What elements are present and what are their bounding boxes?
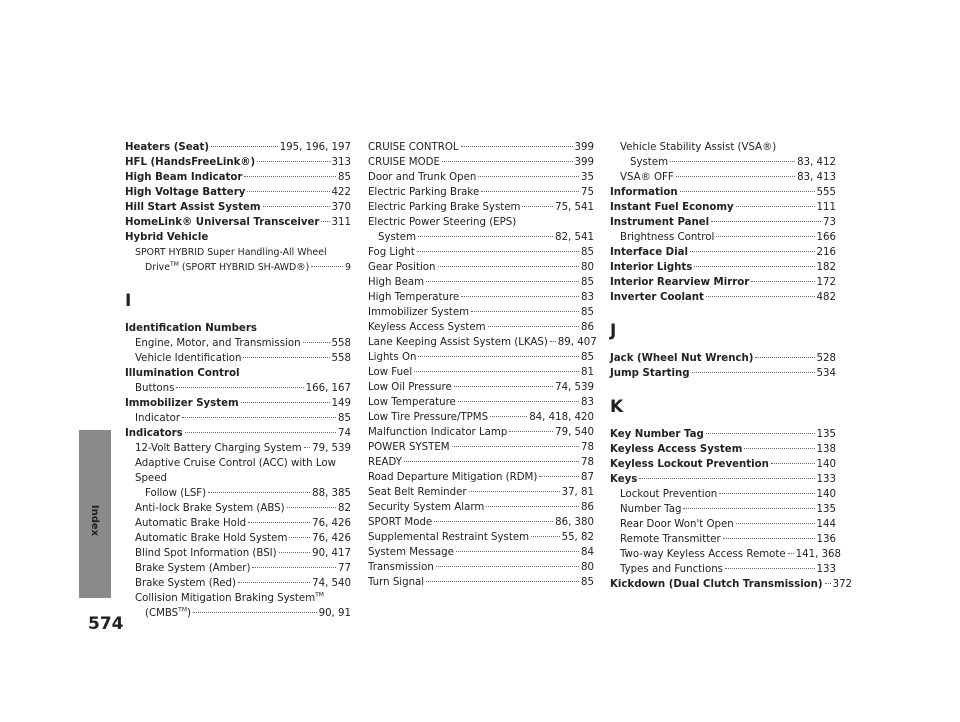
index-column-2 [368,140,597,590]
index-subentry: Door and Trunk Open 35 [368,172,594,183]
index-subentry: High Temperature 83 [368,292,594,303]
index-subentry: Types and Functions 133 [620,564,836,575]
index-entry: Immobilizer System 149 [125,398,351,409]
index-entry: Hill Start Assist System 370 [125,202,351,213]
index-entry: HFL (HandsFreeLink®) 313 [125,157,351,168]
index-column-1 [125,140,351,621]
index-entry: Key Number Tag 135 [610,429,836,440]
index-entry: Interface Dial 216 [610,247,836,258]
index-subentry: VSA® OFF 83, 413 [620,172,836,183]
index-entry: Keyless Lockout Prevention 140 [610,459,836,470]
index-entry: Illumination Control [125,368,240,379]
index-subentry: Low Oil Pressure 74, 539 [368,382,594,393]
index-subentry: Vehicle Stability Assist (VSA®) [620,142,777,153]
index-subentry: Low Tire Pressure/TPMS 84, 418, 420 [368,412,594,423]
index-subentry: Engine, Motor, and Transmission 558 [135,338,351,349]
index-subentry: Keyless Access System 86 [368,322,594,333]
index-entry: Indicators 74 [125,428,351,439]
index-subentry: Follow (LSF) 88, 385 [145,488,351,499]
index-subentry: High Beam 85 [368,277,594,288]
index-subentry: Electric Parking Brake 75 [368,187,594,198]
index-entry: HomeLink® Universal Transceiver 311 [125,217,351,228]
index-subentry: Collision Mitigation Braking System™ [135,591,324,604]
index-entry: Interior Rearview Mirror 172 [610,277,836,288]
index-subentry: Road Departure Mitigation (RDM) 87 [368,472,594,483]
index-side-tab-label: Index [89,504,101,536]
index-subentry: 12-Volt Battery Charging System 79, 539 [135,443,351,454]
index-entry: Jump Starting 534 [610,368,836,379]
index-subentry: Brake System (Amber) 77 [135,563,351,574]
index-subentry: Buttons 166, 167 [135,383,351,394]
index-subentry: System 83, 412 [630,157,836,168]
index-subentry: POWER SYSTEM 78 [368,442,594,453]
index-subentry: SPORT Mode 86, 380 [368,517,594,528]
index-subentry: READY 78 [368,457,594,468]
index-entry: Instrument Panel 73 [610,217,836,228]
index-subentry: Electric Parking Brake System 75, 541 [368,202,594,213]
index-subentry: Brightness Control 166 [620,232,836,243]
index-subentry: Fog Light 85 [368,247,594,258]
index-entry: Inverter Coolant 482 [610,292,836,303]
index-entry: Hybrid Vehicle [125,232,209,243]
section-letter-k: K [610,397,624,417]
index-subentry: Malfunction Indicator Lamp 79, 540 [368,427,594,438]
index-subentry: Transmission 80 [368,562,594,573]
index-subentry: System Message 84 [368,547,594,558]
index-subentry: Drive™ (SPORT HYBRID SH-AWD®) 9 [145,260,351,273]
index-entry: High Voltage Battery 422 [125,187,351,198]
index-subentry: Remote Transmitter 136 [620,534,836,545]
index-subentry: CRUISE MODE 399 [368,157,594,168]
index-subentry: Electric Power Steering (EPS) [368,217,517,228]
index-entry: Kickdown (Dual Clutch Transmission) 372 [610,579,853,590]
index-entry: Jack (Wheel Nut Wrench) 528 [610,353,836,364]
index-subentry: System 82, 541 [378,232,594,243]
index-subentry: Low Temperature 83 [368,397,594,408]
index-subentry: Turn Signal 85 [368,577,594,588]
index-subentry: SPORT HYBRID Super Handling-All Wheel [135,247,327,258]
index-subentry: Adaptive Cruise Control (ACC) with Low Speed [135,458,336,484]
index-subentry: Lockout Prevention 140 [620,489,836,500]
index-subentry: Rear Door Won't Open 144 [620,519,836,530]
index-subentry: Automatic Brake Hold System 76, 426 [135,533,351,544]
section-letter-j: J [610,321,617,341]
index-subentry: Lights On 85 [368,352,594,363]
index-subentry: Anti-lock Brake System (ABS) 82 [135,503,351,514]
index-subentry: Security System Alarm 86 [368,502,594,513]
index-subentry: (CMBS™) 90, 91 [145,606,351,619]
index-subentry: Vehicle Identification 558 [135,353,351,364]
index-column-3 [610,140,853,592]
index-subentry: Indicator 85 [135,413,351,424]
index-subentry: Blind Spot Information (BSI) 90, 417 [135,548,351,559]
index-subentry: Lane Keeping Assist System (LKAS) 89, 407 [368,337,597,348]
index-entry: High Beam Indicator 85 [125,172,351,183]
index-subentry: Supplemental Restraint System 55, 82 [368,532,594,543]
index-entry: Instant Fuel Economy 111 [610,202,836,213]
index-subentry: Immobilizer System 85 [368,307,594,318]
page-number: 574 [88,614,124,634]
index-entry: Interior Lights 182 [610,262,836,273]
index-subentry: Number Tag 135 [620,504,836,515]
index-subentry: Two-way Keyless Access Remote 141, 368 [620,549,842,560]
index-subentry: Gear Position 80 [368,262,594,273]
index-entry: Heaters (Seat) 195, 196, 197 [125,142,351,153]
section-letter-i: I [125,291,132,311]
index-subentry: Seat Belt Reminder 37, 81 [368,487,594,498]
index-subentry: Automatic Brake Hold 76, 426 [135,518,351,529]
index-subentry: Low Fuel 81 [368,367,594,378]
index-entry: Keyless Access System 138 [610,444,836,455]
index-entry: Information 555 [610,187,836,198]
index-subentry: CRUISE CONTROL 399 [368,142,594,153]
index-entry: Identification Numbers [125,323,257,334]
index-entry: Keys 133 [610,474,836,485]
index-subentry: Brake System (Red) 74, 540 [135,578,351,589]
